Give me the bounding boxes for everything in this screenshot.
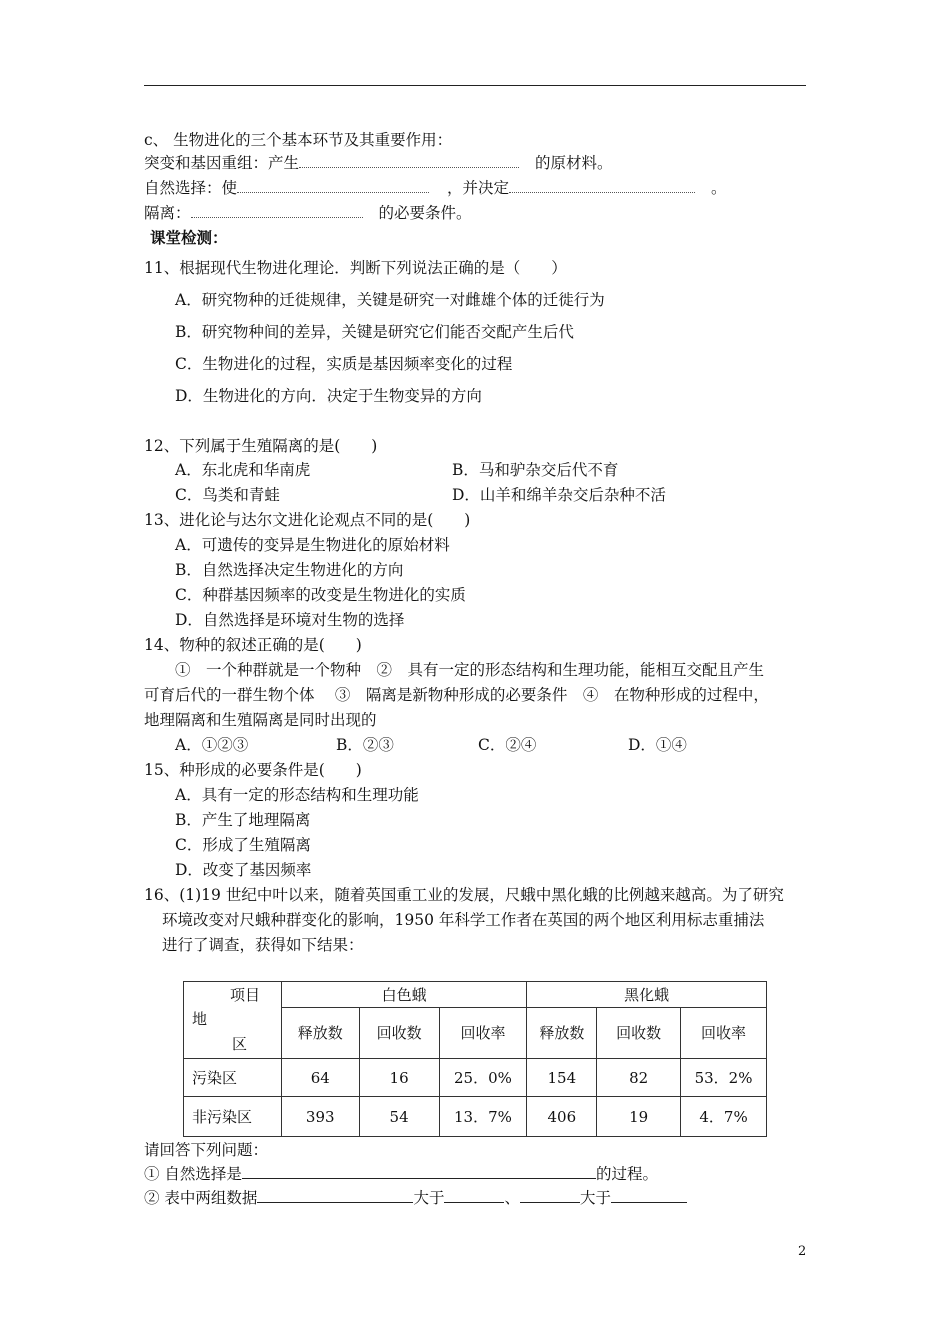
q15-option-b[interactable]: B．产生了地理隔离 <box>175 811 311 829</box>
q12-option-b[interactable]: B．马和驴杂交后代不育 <box>452 461 619 479</box>
q13-option-a[interactable]: A．可遗传的变异是生物进化的原始材料 <box>175 536 450 554</box>
corner-label-region-2: 区 <box>232 1035 248 1053</box>
q15-option-c[interactable]: C．形成了生殖隔离 <box>175 836 311 854</box>
corner-label-region-1: 地 <box>192 1010 208 1028</box>
subheader-melanic-rate: 回收率 <box>681 1008 767 1059</box>
isolation-blank[interactable] <box>191 203 363 218</box>
q11-option-b[interactable]: B．研究物种间的差异，关键是研究它们能否交配产生后代 <box>175 323 574 341</box>
q11-option-c[interactable]: C．生物进化的过程，实质是基因频率变化的过程 <box>175 355 513 373</box>
selection-line <box>144 178 727 198</box>
mutation-prefix: 突变和基因重组：产生 <box>144 154 300 172</box>
subheader-white-recaptured: 回收数 <box>359 1008 439 1059</box>
q15-option-d[interactable]: D．改变了基因频率 <box>175 861 312 879</box>
q16-stem-line-3: 进行了调查，获得如下结果： <box>162 936 364 954</box>
answer-2-blank-2[interactable] <box>444 1188 504 1203</box>
q14-option-a[interactable]: A．①②③ <box>175 736 249 754</box>
isolation-suffix: 的必要条件。 <box>378 204 472 222</box>
table-cell: 4．7% <box>681 1097 767 1137</box>
table-cell: 19 <box>597 1097 681 1137</box>
q12-option-c[interactable]: C．鸟类和青蛙 <box>175 486 280 504</box>
table-cell: 82 <box>597 1059 681 1097</box>
answer-intro: 请回答下列问题： <box>144 1141 269 1159</box>
table-cell: 393 <box>281 1097 359 1137</box>
subheader-melanic-recaptured: 回收数 <box>597 1008 681 1059</box>
q16-stem-line-2: 环境改变对尺蛾种群变化的影响，1950 年科学工作者在英国的两个地区利用标志重捕法 <box>162 911 765 929</box>
table-cell: 64 <box>281 1059 359 1097</box>
answer-2-separator: 、 <box>504 1189 520 1207</box>
answer-2-word-2: 大于 <box>579 1189 611 1207</box>
q14-statement-line-1: ① 一个种群就是一个物种 ② 具有一定的形态结构和生理功能，能相互交配且产生 <box>175 661 765 679</box>
q11-option-d[interactable]: D．生物进化的方向．决定于生物变异的方向 <box>175 387 482 405</box>
q14-option-b[interactable]: B．②③ <box>336 736 394 754</box>
table-cell: 25．0% <box>439 1059 527 1097</box>
row-region: 污染区 <box>184 1059 282 1097</box>
q15-option-a[interactable]: A．具有一定的形态结构和生理功能 <box>175 786 419 804</box>
subheader-melanic-released: 释放数 <box>527 1008 597 1059</box>
q12-stem: 12、下列属于生殖隔离的是( ) <box>144 437 378 455</box>
corner-label-item: 项目 <box>230 986 261 1004</box>
table-cell: 406 <box>527 1097 597 1137</box>
table-cell: 154 <box>527 1059 597 1097</box>
answer-2-blank-3[interactable] <box>520 1188 580 1203</box>
selection-prefix: 自然选择：使 <box>144 179 238 197</box>
selection-suffix: 。 <box>711 179 727 197</box>
q13-option-d[interactable]: D．自然选择是环境对生物的选择 <box>175 611 405 629</box>
selection-blank-1[interactable] <box>237 178 429 193</box>
answer-2-blank-4[interactable] <box>611 1188 687 1203</box>
table-row <box>184 1059 767 1097</box>
answer-1-prefix: ① 自然选择是 <box>144 1165 242 1183</box>
header-rule <box>144 85 806 86</box>
subheader-white-rate: 回收率 <box>439 1008 527 1059</box>
section-c-title: c、 生物进化的三个基本环节及其重要作用： <box>144 131 453 149</box>
q14-option-c[interactable]: C．②④ <box>478 736 537 754</box>
section-heading: 课堂检测： <box>150 228 228 247</box>
table-cell: 53．2% <box>681 1059 767 1097</box>
answer-line-1 <box>144 1164 658 1184</box>
moth-data-table <box>183 981 767 1137</box>
mutation-blank[interactable] <box>299 153 519 168</box>
q11-option-a[interactable]: A．研究物种的迁徙规律，关键是研究一对雌雄个体的迁徙行为 <box>175 291 605 309</box>
answer-2-prefix: ② 表中两组数据 <box>144 1189 258 1207</box>
table-cell: 54 <box>359 1097 439 1137</box>
table-cell: 13．7% <box>439 1097 527 1137</box>
header-melanic-moth: 黑化蛾 <box>527 982 767 1008</box>
q14-option-d[interactable]: D．①④ <box>628 736 687 754</box>
page-number: 2 <box>798 1244 807 1259</box>
isolation-line <box>144 203 472 223</box>
selection-blank-2[interactable] <box>509 178 695 193</box>
subheader-white-released: 释放数 <box>281 1008 359 1059</box>
q13-stem: 13、进化论与达尔文进化论观点不同的是( ) <box>144 511 471 529</box>
answer-line-2 <box>144 1188 687 1208</box>
q13-option-c[interactable]: C．种群基因频率的改变是生物进化的实质 <box>175 586 466 604</box>
isolation-prefix: 隔离： <box>144 204 191 222</box>
q12-option-a[interactable]: A．东北虎和华南虎 <box>175 461 311 479</box>
table-cell: 16 <box>359 1059 439 1097</box>
table-row <box>184 1097 767 1137</box>
q15-stem: 15、种形成的必要条件是( ) <box>144 761 362 779</box>
q14-stem: 14、物种的叙述正确的是( ) <box>144 636 362 654</box>
table-corner-cell <box>184 982 282 1059</box>
q11-stem: 11、根据现代生物进化理论．判断下列说法正确的是（ ） <box>144 259 567 277</box>
answer-1-blank[interactable] <box>242 1164 596 1179</box>
selection-mid: ，并决定 <box>447 179 510 197</box>
answer-2-word-1: 大于 <box>413 1189 445 1207</box>
q12-option-d[interactable]: D．山羊和绵羊杂交后杂种不活 <box>452 486 666 504</box>
row-region: 非污染区 <box>184 1097 282 1137</box>
q16-stem-line-1: 16、(1)19 世纪中叶以来，随着英国重工业的发展，尺蛾中黑化蛾的比例越来越高。为了研究 <box>144 886 784 904</box>
q14-statement-line-2: 可育后代的一群生物个体 ③ 隔离是新物种形成的必要条件 ④ 在物种形成的过程中， <box>144 686 769 704</box>
mutation-suffix: 的原材料。 <box>535 154 613 172</box>
q14-statement-line-3: 地理隔离和生殖隔离是同时出现的 <box>144 711 377 729</box>
answer-2-blank-1[interactable] <box>257 1188 413 1203</box>
header-white-moth: 白色蛾 <box>281 982 527 1008</box>
q13-option-b[interactable]: B．自然选择决定生物进化的方向 <box>175 561 404 579</box>
mutation-line <box>144 153 613 173</box>
answer-1-suffix: 的过程。 <box>595 1165 658 1183</box>
